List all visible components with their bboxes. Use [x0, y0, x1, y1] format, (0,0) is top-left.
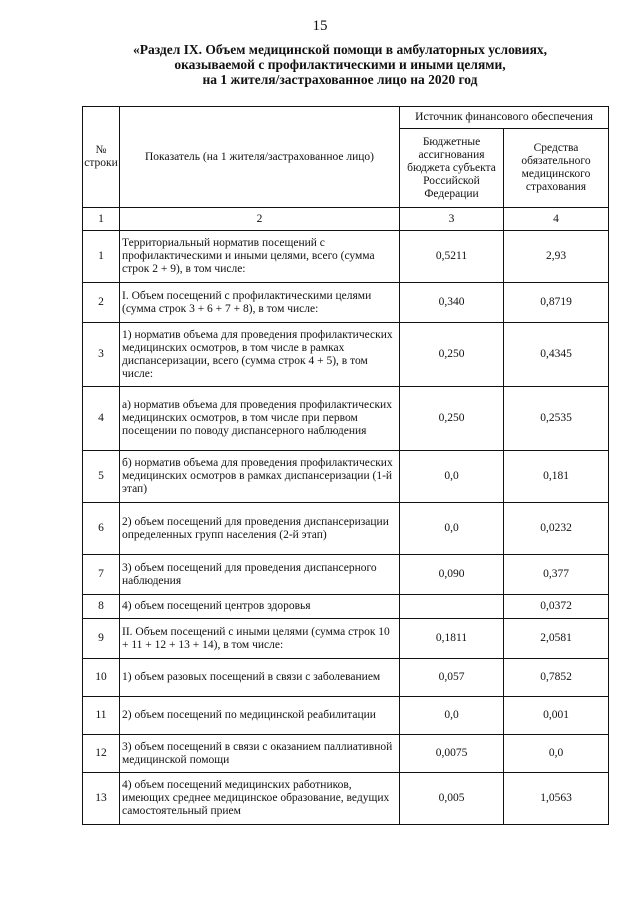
table-row — [83, 735, 609, 773]
oms-value: 2,93 — [504, 231, 609, 283]
oms-value: 0,001 — [504, 697, 609, 735]
budget-value: 0,090 — [400, 555, 504, 595]
page-number: 15 — [312, 18, 328, 34]
table-row — [83, 773, 609, 825]
header-oms: Средства обязательного медицинского страхования — [504, 129, 609, 208]
budget-value: 0,1811 — [400, 619, 504, 659]
column-number: 3 — [400, 208, 504, 231]
table-row — [83, 697, 609, 735]
row-number: 7 — [83, 555, 120, 595]
row-number: 13 — [83, 773, 120, 825]
row-number: 4 — [83, 387, 120, 451]
row-label: Территориальный норматив посещений с профилактическими и иными целями, всего (сумма строк 2 + 9), в том числе: — [120, 231, 400, 283]
row-number: 8 — [83, 595, 120, 619]
row-number: 2 — [83, 283, 120, 323]
row-label: а) норматив объема для проведения профилактических медицинских осмотров, в том числе при первом посещении по поводу диспансерного наблюдения — [120, 387, 400, 451]
title-line: оказываемой с профилактическими и иными целями, — [174, 57, 506, 72]
table-row — [83, 659, 609, 697]
table-row — [83, 451, 609, 503]
title-line: «Раздел IX. Объем медицинской помощи в амбулаторных условиях, — [132, 42, 548, 57]
header-indicator: Показатель (на 1 жителя/застрахованное лицо) — [120, 107, 400, 208]
row-label: 1) объем разовых посещений в связи с заболеванием — [120, 659, 400, 697]
row-number: 11 — [83, 697, 120, 735]
budget-value: 0,005 — [400, 773, 504, 825]
table-row — [83, 503, 609, 555]
title-line: на 1 жителя/застрахованное лицо на 2020 год — [202, 72, 478, 87]
budget-value: 0,0 — [400, 503, 504, 555]
row-label: 1) норматив объема для проведения профилактических медицинских осмотров, в том числе в рамках диспансеризации, всего (сумма строк 4 + 5), в том числе: — [120, 323, 400, 387]
row-label: 4) объем посещений медицинских работников, имеющих среднее медицинское образование, ведущих самостоятельный прием — [120, 773, 400, 825]
table-row — [83, 595, 609, 619]
section-title — [80, 42, 600, 87]
row-number: 5 — [83, 451, 120, 503]
volume-table — [82, 106, 609, 825]
row-label: б) норматив объема для проведения профилактических медицинских осмотров в рамках диспансеризации (1-й этап) — [120, 451, 400, 503]
column-number: 1 — [83, 208, 120, 231]
budget-value: 0,340 — [400, 283, 504, 323]
budget-value: 0,057 — [400, 659, 504, 697]
budget-value: 0,0 — [400, 697, 504, 735]
row-number: 6 — [83, 503, 120, 555]
header-row-no: № строки — [83, 107, 120, 208]
oms-value: 1,0563 — [504, 773, 609, 825]
budget-value — [400, 595, 504, 619]
oms-value: 0,181 — [504, 451, 609, 503]
oms-value: 2,0581 — [504, 619, 609, 659]
table-row — [83, 387, 609, 451]
row-number: 3 — [83, 323, 120, 387]
row-number: 9 — [83, 619, 120, 659]
row-label: 3) объем посещений в связи с оказанием паллиативной медицинской помощи — [120, 735, 400, 773]
budget-value: 0,250 — [400, 387, 504, 451]
budget-value: 0,5211 — [400, 231, 504, 283]
table-row — [83, 619, 609, 659]
oms-value: 0,2535 — [504, 387, 609, 451]
row-label: 2) объем посещений для проведения диспансеризации определенных групп населения (2-й этап) — [120, 503, 400, 555]
table-row — [83, 231, 609, 283]
row-number: 1 — [83, 231, 120, 283]
column-number: 2 — [120, 208, 400, 231]
budget-value: 0,0075 — [400, 735, 504, 773]
row-label: I. Объем посещений с профилактическими целями (сумма строк 3 + 6 + 7 + 8), в том числе: — [120, 283, 400, 323]
budget-value: 0,250 — [400, 323, 504, 387]
row-label: 4) объем посещений центров здоровья — [120, 595, 400, 619]
table-row — [83, 283, 609, 323]
budget-value: 0,0 — [400, 451, 504, 503]
oms-value: 0,377 — [504, 555, 609, 595]
row-label: 3) объем посещений для проведения диспансерного наблюдения — [120, 555, 400, 595]
row-number: 12 — [83, 735, 120, 773]
row-label: 2) объем посещений по медицинской реабилитации — [120, 697, 400, 735]
oms-value: 0,4345 — [504, 323, 609, 387]
row-number: 10 — [83, 659, 120, 697]
oms-value: 0,0372 — [504, 595, 609, 619]
oms-value: 0,7852 — [504, 659, 609, 697]
header-funding-source: Источник финансового обеспечения — [400, 107, 609, 129]
row-label: II. Объем посещений с иными целями (сумма строк 10 + 11 + 12 + 13 + 14), в том числе: — [120, 619, 400, 659]
table-row — [83, 323, 609, 387]
oms-value: 0,0 — [504, 735, 609, 773]
oms-value: 0,0232 — [504, 503, 609, 555]
column-number: 4 — [504, 208, 609, 231]
oms-value: 0,8719 — [504, 283, 609, 323]
table-row — [83, 555, 609, 595]
header-budget: Бюджетные ассигнования бюджета субъекта Российской Федерации — [400, 129, 504, 208]
